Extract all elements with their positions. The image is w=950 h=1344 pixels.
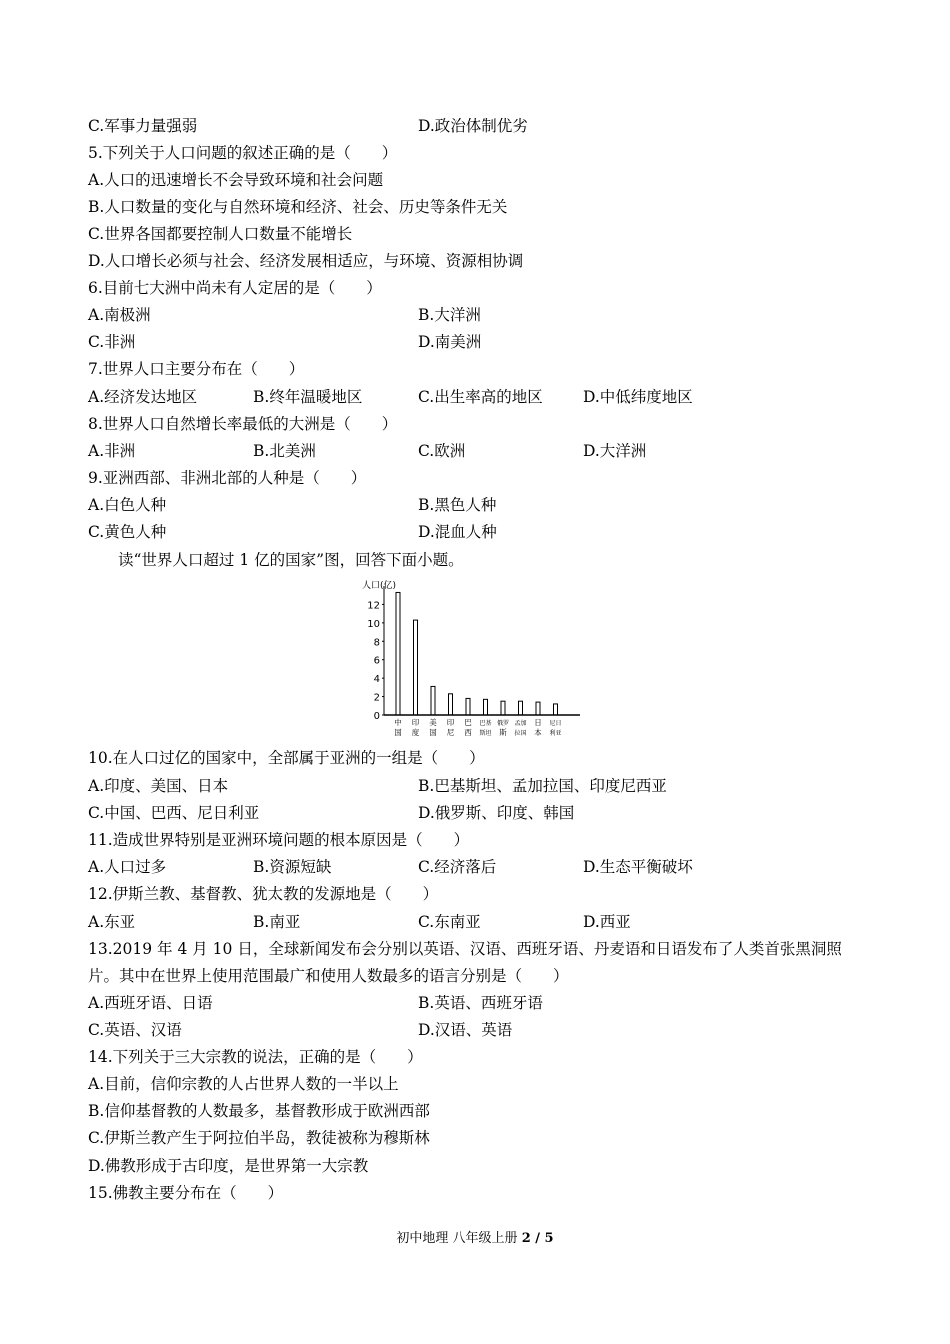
x-tick-label: 利亚 bbox=[549, 730, 562, 737]
q11-stem: 11.造成世界特别是亚洲环境问题的根本原因是（ ） bbox=[88, 831, 470, 849]
x-tick-label: 中 bbox=[394, 718, 402, 727]
bar-日本 bbox=[536, 702, 540, 715]
y-axis-ticks bbox=[367, 600, 384, 722]
q7-options bbox=[88, 387, 868, 407]
x-tick-label: 尼 bbox=[446, 728, 455, 737]
y-tick-label: 2 bbox=[373, 692, 380, 704]
q9-option-d: D.混血人种 bbox=[418, 523, 497, 541]
q14-option-c: C.伊斯兰教产生于阿拉伯半岛，教徒被称为穆斯林 bbox=[88, 1129, 430, 1147]
y-tick-label: 10 bbox=[367, 618, 380, 630]
q10-stem: 10.在人口过亿的国家中，全部属于亚洲的一组是（ ） bbox=[88, 749, 485, 767]
q6-options-2 bbox=[88, 332, 868, 352]
q5-option-c: C.世界各国都要控制人口数量不能增长 bbox=[88, 225, 353, 243]
q5-option-b: B.人口数量的变化与自然环境和经济、社会、历史等条件无关 bbox=[88, 198, 508, 216]
q13-options-1 bbox=[88, 993, 868, 1013]
q13-stem-line1: 13.2019 年 4 月 10 日，全球新闻发布会分别以英语、汉语、西班牙语、丹麦语和日语发布了人类首张黑洞照 bbox=[88, 940, 842, 958]
q12-options bbox=[88, 912, 868, 932]
q9-stem: 9.亚洲西部、非洲北部的人种是（ ） bbox=[88, 469, 367, 487]
q9-option-c: C.黄色人种 bbox=[88, 523, 167, 541]
q9-options-1 bbox=[88, 495, 868, 515]
y-tick-label: 6 bbox=[373, 655, 380, 667]
q10-option-d: D.俄罗斯、印度、韩国 bbox=[418, 804, 575, 822]
q7-option-b: B.终年温暖地区 bbox=[253, 388, 363, 406]
q5-option-a: A.人口的迅速增长不会导致环境和社会问题 bbox=[88, 171, 384, 189]
x-tick-label: 拉国 bbox=[514, 730, 527, 737]
x-tick-label: 印 bbox=[411, 718, 420, 727]
y-tick-label: 0 bbox=[373, 711, 380, 722]
x-tick-label: 斯坦 bbox=[479, 730, 492, 737]
q8-options bbox=[88, 441, 868, 461]
q12-option-b: B.南亚 bbox=[253, 913, 301, 931]
x-tick-label: 巴 bbox=[464, 718, 472, 727]
q10-option-b: B.巴基斯坦、孟加拉国、印度尼西亚 bbox=[418, 777, 667, 795]
q5-option-d: D.人口增长必须与社会、经济发展相适应，与环境、资源相协调 bbox=[88, 252, 524, 270]
x-tick-label: 国 bbox=[394, 728, 402, 737]
page-footer bbox=[0, 1227, 950, 1246]
x-tick-label: 西 bbox=[464, 728, 472, 737]
q6-option-a: A.南极洲 bbox=[88, 306, 151, 324]
q14-option-d: D.佛教形成于古印度，是世界第一大宗教 bbox=[88, 1157, 369, 1175]
q14-option-b: B.信仰基督教的人数最多，基督教形成于欧洲西部 bbox=[88, 1102, 430, 1120]
q10-options-1 bbox=[88, 776, 868, 796]
x-tick-label: 本 bbox=[534, 728, 542, 737]
q8-stem: 8.世界人口自然增长率最低的大洲是（ ） bbox=[88, 415, 398, 433]
q6-option-b: B.大洋洲 bbox=[418, 306, 481, 324]
chart-intro: 读“世界人口超过 1 亿的国家”图，回答下面小题。 bbox=[118, 551, 464, 569]
bar-美国 bbox=[431, 686, 435, 715]
q12-option-a: A.东亚 bbox=[88, 913, 136, 931]
y-tick-label: 4 bbox=[373, 674, 380, 686]
x-tick-label: 巴基 bbox=[479, 720, 492, 727]
q8-option-a: A.非洲 bbox=[88, 442, 136, 460]
q7-option-c: C.出生率高的地区 bbox=[418, 388, 543, 406]
bar-俄罗斯 bbox=[501, 701, 505, 715]
bar-巴西 bbox=[466, 698, 470, 715]
bar-中国 bbox=[396, 592, 400, 715]
x-axis-labels bbox=[394, 717, 561, 737]
x-tick-label: 印 bbox=[446, 718, 455, 727]
q7-stem: 7.世界人口主要分布在（ ） bbox=[88, 360, 305, 378]
bar-巴基斯坦 bbox=[484, 699, 488, 715]
bar-孟加拉国 bbox=[519, 701, 523, 715]
q14-stem: 14.下列关于三大宗教的说法，正确的是（ ） bbox=[88, 1048, 423, 1066]
q7-option-d: D.中低纬度地区 bbox=[583, 388, 693, 406]
q13-option-b: B.英语、西班牙语 bbox=[418, 994, 543, 1012]
q15-stem: 15.佛教主要分布在（ ） bbox=[88, 1184, 284, 1202]
y-tick-label: 12 bbox=[367, 600, 380, 612]
q10-option-c: C.中国、巴西、尼日利亚 bbox=[88, 804, 260, 822]
q11-option-a: A.人口过多 bbox=[88, 858, 167, 876]
q12-option-c: C.东南亚 bbox=[418, 913, 481, 931]
bar-印尼 bbox=[449, 694, 453, 715]
page-number: 2 / 5 bbox=[521, 1231, 554, 1246]
population-bar-chart bbox=[362, 578, 587, 746]
q5-stem: 5.下列关于人口问题的叙述正确的是（ ） bbox=[88, 144, 398, 162]
footer-text: 初中地理 八年级上册 bbox=[396, 1231, 522, 1246]
q4-option-c: C.军事力量强弱 bbox=[88, 117, 198, 135]
q11-option-b: B.资源短缺 bbox=[253, 858, 332, 876]
q10-option-a: A.印度、美国、日本 bbox=[88, 777, 229, 795]
q14-option-a: A.目前，信仰宗教的人占世界人数的一半以上 bbox=[88, 1075, 399, 1093]
x-tick-label: 度 bbox=[411, 728, 420, 737]
q6-options-1 bbox=[88, 305, 868, 325]
q9-options-2 bbox=[88, 522, 868, 542]
x-tick-label: 孟加 bbox=[514, 720, 527, 727]
q6-option-c: C.非洲 bbox=[88, 333, 136, 351]
q11-option-c: C.经济落后 bbox=[418, 858, 497, 876]
q6-option-d: D.南美洲 bbox=[418, 333, 482, 351]
q7-option-a: A.经济发达地区 bbox=[88, 388, 198, 406]
q13-stem-line2: 片。其中在世界上使用范围最广和使用人数最多的语言分别是（ ） bbox=[88, 967, 569, 985]
q11-option-d: D.生态平衡破坏 bbox=[583, 858, 693, 876]
x-tick-label: 尼日 bbox=[549, 720, 562, 727]
bar-尼日利亚 bbox=[554, 704, 558, 715]
y-tick-label: 8 bbox=[373, 637, 380, 649]
q13-option-a: A.西班牙语、日语 bbox=[88, 994, 213, 1012]
q4-option-d: D.政治体制优劣 bbox=[418, 117, 528, 135]
x-tick-label: 美 bbox=[429, 718, 437, 727]
q6-stem: 6.目前七大洲中尚未有人定居的是（ ） bbox=[88, 279, 382, 297]
x-tick-label: 俄罗 bbox=[496, 720, 510, 727]
q13-options-2 bbox=[88, 1020, 868, 1040]
q11-options bbox=[88, 857, 868, 877]
q8-option-b: B.北美洲 bbox=[253, 442, 316, 460]
q13-option-d: D.汉语、英语 bbox=[418, 1021, 513, 1039]
q10-options-2 bbox=[88, 803, 868, 823]
x-tick-label: 斯 bbox=[499, 728, 507, 737]
x-tick-label: 国 bbox=[429, 728, 437, 737]
chart-ylabel: 人口(亿) bbox=[362, 581, 397, 591]
chart-bars bbox=[396, 592, 558, 715]
q4-options bbox=[88, 116, 868, 136]
bar-印度 bbox=[414, 620, 418, 715]
x-tick-label: 日 bbox=[534, 718, 542, 727]
q13-option-c: C.英语、汉语 bbox=[88, 1021, 182, 1039]
q9-option-b: B.黑色人种 bbox=[418, 496, 497, 514]
q8-option-c: C.欧洲 bbox=[418, 442, 466, 460]
q9-option-a: A.白色人种 bbox=[88, 496, 167, 514]
q12-option-d: D.西亚 bbox=[583, 913, 631, 931]
q12-stem: 12.伊斯兰教、基督教、犹太教的发源地是（ ） bbox=[88, 885, 439, 903]
q8-option-d: D.大洋洲 bbox=[583, 442, 647, 460]
